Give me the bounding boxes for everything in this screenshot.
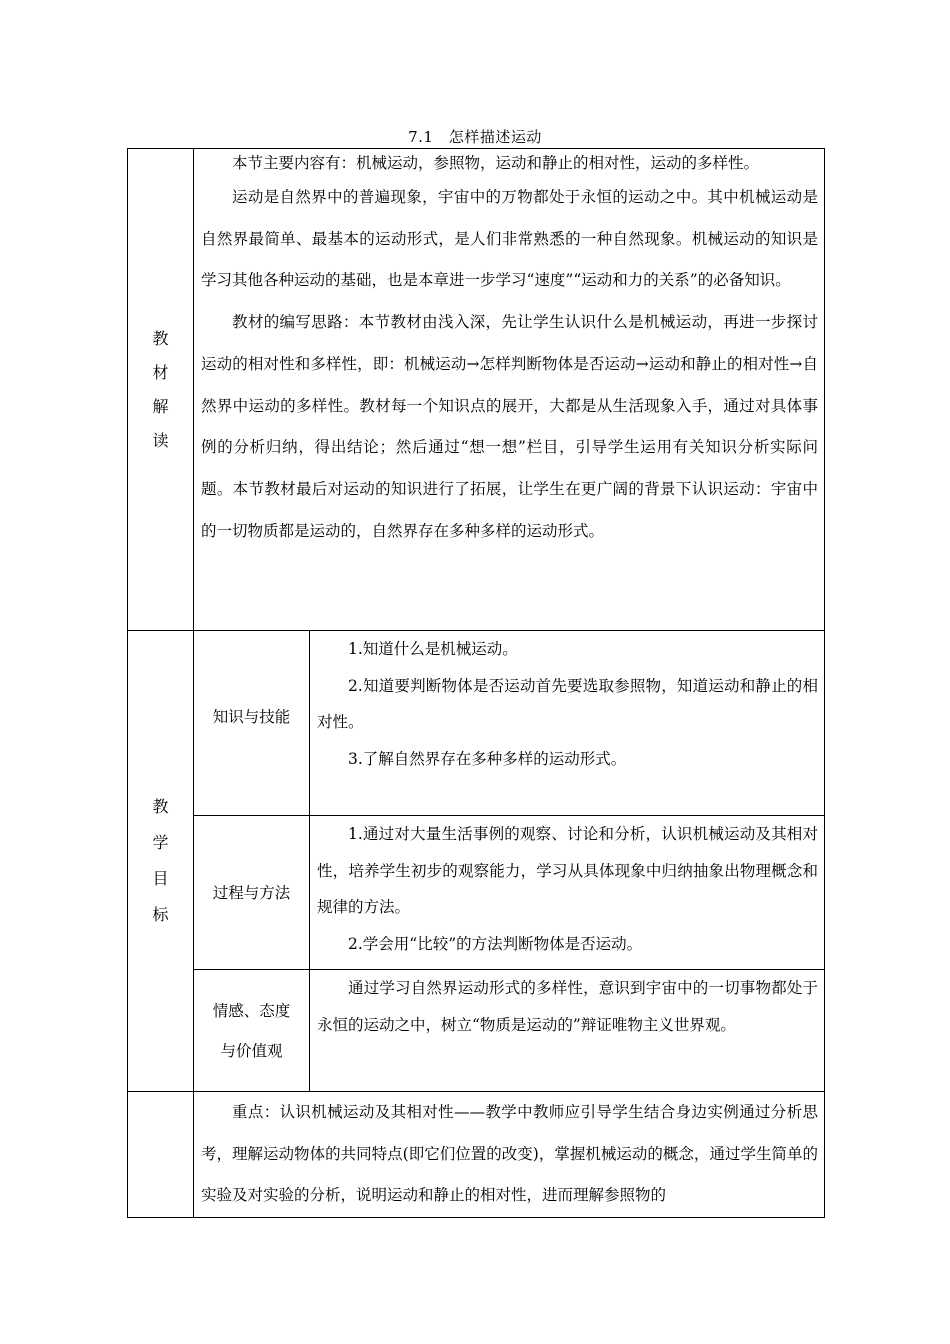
paragraph: 教材的编写思路：本节教材由浅入深，先让学生认识什么是机械运动，再进一步探讨运动的相对性和多样性，即：机械运动→怎样判断物体是否运动→运动和静止的相对性→自然界中运动的多样性。教材每一个知识点的展开，大都是从生活现象入手，通过对具体事例的分析归纳，得出结论；然后通过“想一想”栏目，引导学生运用有关知识分析实际问题。本节教材最后对运动的知识进行了拓展，让学生在更广阔的背景下认识运动：宇宙中的一切物质都是运动的，自然界存在多种多样的运动形式。	[201, 313, 819, 540]
label-char: 材	[152, 362, 169, 382]
goals-label	[128, 631, 194, 1092]
lesson-plan-table	[127, 148, 825, 1218]
goal-item: 3.了解自然界存在多种多样的运动形式。	[348, 749, 627, 768]
knowledge-content	[310, 631, 825, 816]
goal-item: 2.知道要判断物体是否运动首先要选取参照物，知道运动和静止的相对性。	[317, 676, 819, 731]
goal-item: 2.学会用“比较”的方法判断物体是否运动。	[348, 934, 643, 953]
goal-item: 1.知道什么是机械运动。	[348, 640, 518, 658]
key-points-content	[194, 1092, 825, 1218]
label-char: 教	[152, 328, 169, 348]
paragraph: 本节主要内容有：机械运动，参照物，运动和静止的相对性，运动的多样性。	[232, 154, 760, 172]
label-char: 目	[152, 869, 169, 888]
paragraph: 运动是自然界中的普遍现象，宇宙中的万物都处于永恒的运动之中。其中机械运动是自然界最简单、最基本的运动形式，是人们非常熟悉的一种自然现象。机械运动的知识是学习其他各种运动的基础，也是本章进一步学习“速度”“运动和力的关系”的必备知识。	[201, 188, 819, 290]
label-char: 读	[152, 430, 169, 450]
goals-emotion-row	[128, 970, 825, 1092]
goals-knowledge-row	[128, 631, 825, 816]
goal-item: 1.通过对大量生活事例的观察、讨论和分析，认识机械运动及其相对性，培养学生初步的观察能力，学习从具体现象中归纳抽象出物理概念和规律的方法。	[317, 825, 819, 916]
emotion-label: 情感、态度 与价值观	[194, 970, 310, 1092]
label-char: 标	[152, 905, 169, 924]
process-content	[310, 816, 825, 970]
goals-process-row	[128, 816, 825, 970]
emotion-content	[310, 970, 825, 1092]
label-char: 解	[152, 396, 169, 416]
key-points-row	[128, 1092, 825, 1218]
label-char: 学	[152, 833, 169, 852]
goal-item: 通过学习自然界运动形式的多样性，意识到宇宙中的一切事物都处于永恒的运动之中，树立“物质是运动的”辩证唯物主义世界观。	[317, 979, 819, 1034]
textbook-row	[128, 149, 825, 631]
section-title: 7.1 怎样描述运动	[408, 128, 542, 146]
key-points-text: 重点：认识机械运动及其相对性——教学中教师应引导学生结合身边实例通过分析思考，理解运动物体的共同特点(即它们位置的改变)，掌握机械运动的概念，通过学生简单的实验及对实验的分析，说明运动和静止的相对性，进而理解参照物的	[201, 1103, 819, 1204]
textbook-label	[128, 149, 194, 631]
process-label: 过程与方法	[194, 816, 310, 970]
textbook-content	[194, 149, 825, 631]
knowledge-label: 知识与技能	[194, 631, 310, 816]
key-points-label	[128, 1092, 194, 1218]
label-char: 教	[152, 797, 169, 816]
